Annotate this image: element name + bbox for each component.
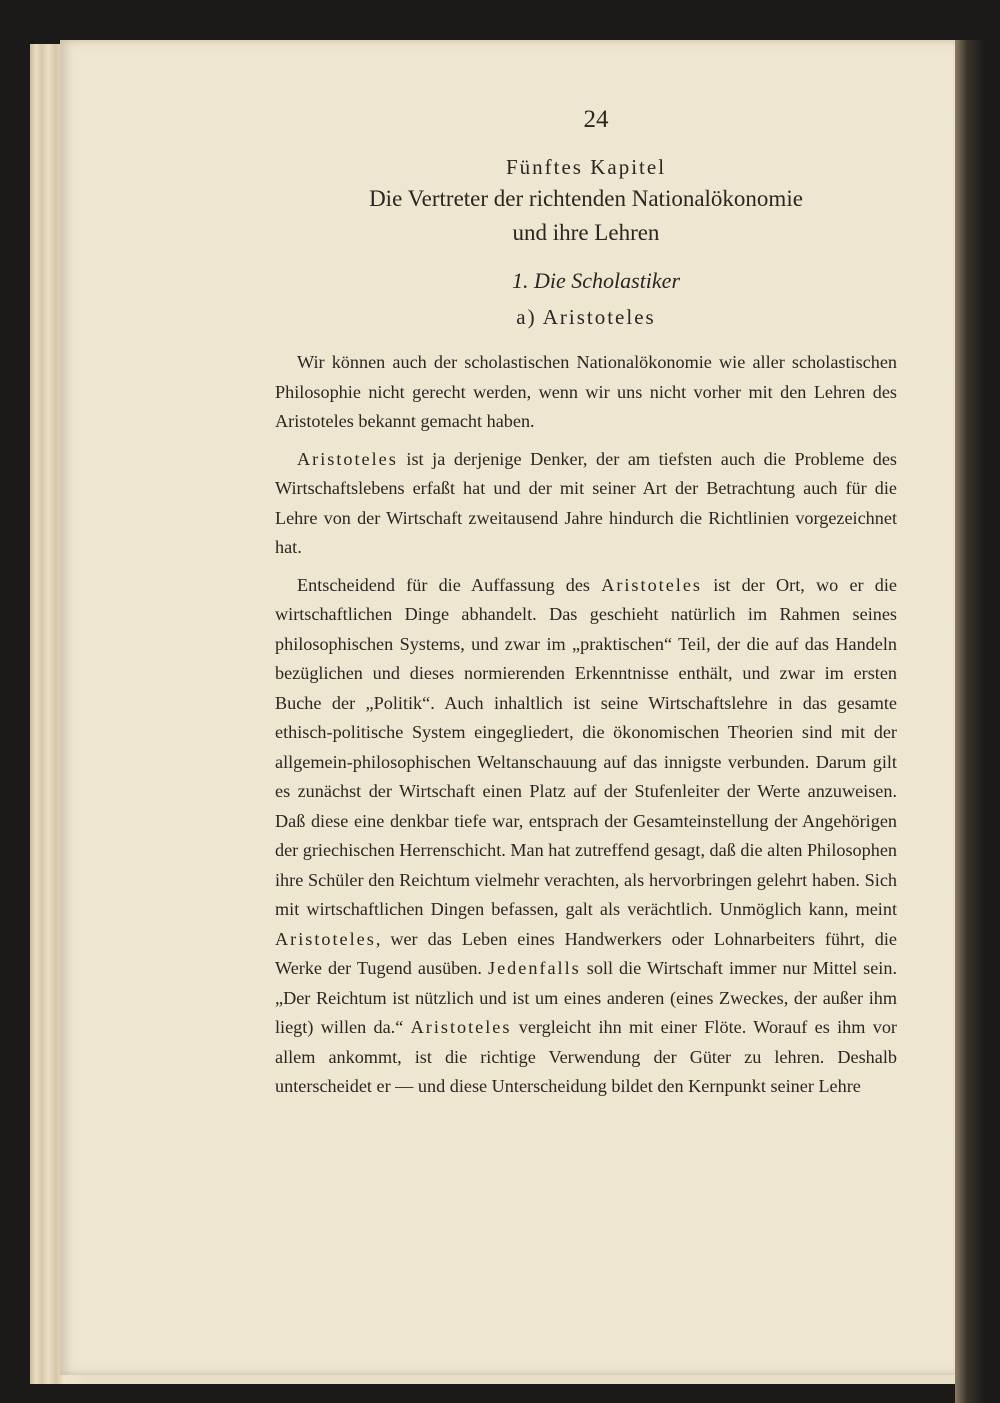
chapter-label: Fünftes Kapitel	[505, 155, 667, 179]
name-aristoteles: Aristoteles	[275, 928, 376, 949]
chapter-title-line-1: Die Vertreter der richtenden Nationalökonomie	[369, 186, 803, 211]
paragraph-2-text: ist ja derjenige Denker, der am tiefsten auch die Probleme des Wirtschaftslebens erfaßt hat und der mit seiner Art der Betrachtung auch für die Lehre von der Wirtschaft zweitausend Jahre hindurch die Richtlinien vorgezeichnet hat.	[275, 448, 897, 557]
page-number: 24	[583, 106, 609, 133]
name-aristoteles: Aristoteles	[297, 448, 398, 469]
name-aristoteles: Aristoteles	[410, 1017, 512, 1037]
section-heading: 1. Die Scholastiker	[511, 268, 681, 293]
paragraph-3-text-c: , wer das Leben eines Handwerkers oder Lohnarbeiters führt, die Werke der Tugend ausüben.	[275, 928, 897, 978]
emphasis-jedenfalls: Jedenfalls	[488, 958, 581, 978]
paragraph-3-text-b: ist der Ort, wo er die wirtschaftlichen Dinge abhandelt. Das geschieht natürlich im Rahmen seines philosophischen Systems, und zwar im „praktischen“ Teil, der die auf das Handeln bezüglichen und dieses normierenden Erkenntnisse enthält, und zwar im ersten Buche der „Politik“. Auch inhaltlich ist seine Wirtschaftslehre in das gesamte ethisch-politische System eingegliedert, die ökonomischen Theorien sind mit der allgemein-philosophischen Weltanschauung auf das innigste verbunden. Darum gilt es zunächst der Wirtschaft einen Platz auf der Stufenleiter der Werte anzuweisen. Daß diese eine denkbar tiefe war, entsprach der Gesamteinstellung der Angehörigen der griechischen Herrenschicht. Man hat zutreffend gesagt, daß die alten Philosophen ihre Schüler den Reichtum vielmehr verachten, als hervorbringen gelehrt haben. Sich mit wirtschaftlichen Dingen befassen, galt als verächtlich. Unmöglich kann, meint	[275, 574, 897, 919]
paragraph-2	[275, 445, 897, 563]
paragraph-3-text-d: soll die Wirtschaft immer nur Mittel sein. „Der Reichtum ist nützlich und ist um eines anderen (eines Zweckes, der außer ihm liegt) willen da.“	[275, 958, 897, 1037]
chapter-title-line-2: und ihre Lehren	[512, 220, 660, 245]
page-content	[275, 100, 897, 1102]
paragraph-1: Wir können auch der scholastischen Nationalökonomie wie aller scholastischen Philosophie nicht gerecht werden, wenn wir uns nicht vorher mit den Lehren des Aristoteles bekannt gemacht haben.	[275, 352, 897, 431]
paragraph-3-text-a: Entscheidend für die Auffassung des	[297, 574, 602, 595]
gutter-shadow	[955, 40, 1000, 1403]
subsection-heading: a) Aristoteles	[516, 305, 656, 329]
name-aristoteles: Aristoteles	[601, 574, 702, 595]
paragraph-3	[275, 571, 897, 1102]
paragraph-3-text-e: vergleicht ihn mit einer Flöte. Worauf es ihm vor allem ankommt, ist die richtige Verwendung der Güter zu lehren. Deshalb unterscheidet er — und diese Unterscheidung bildet den Kernpunkt seiner Lehre	[275, 1017, 897, 1096]
